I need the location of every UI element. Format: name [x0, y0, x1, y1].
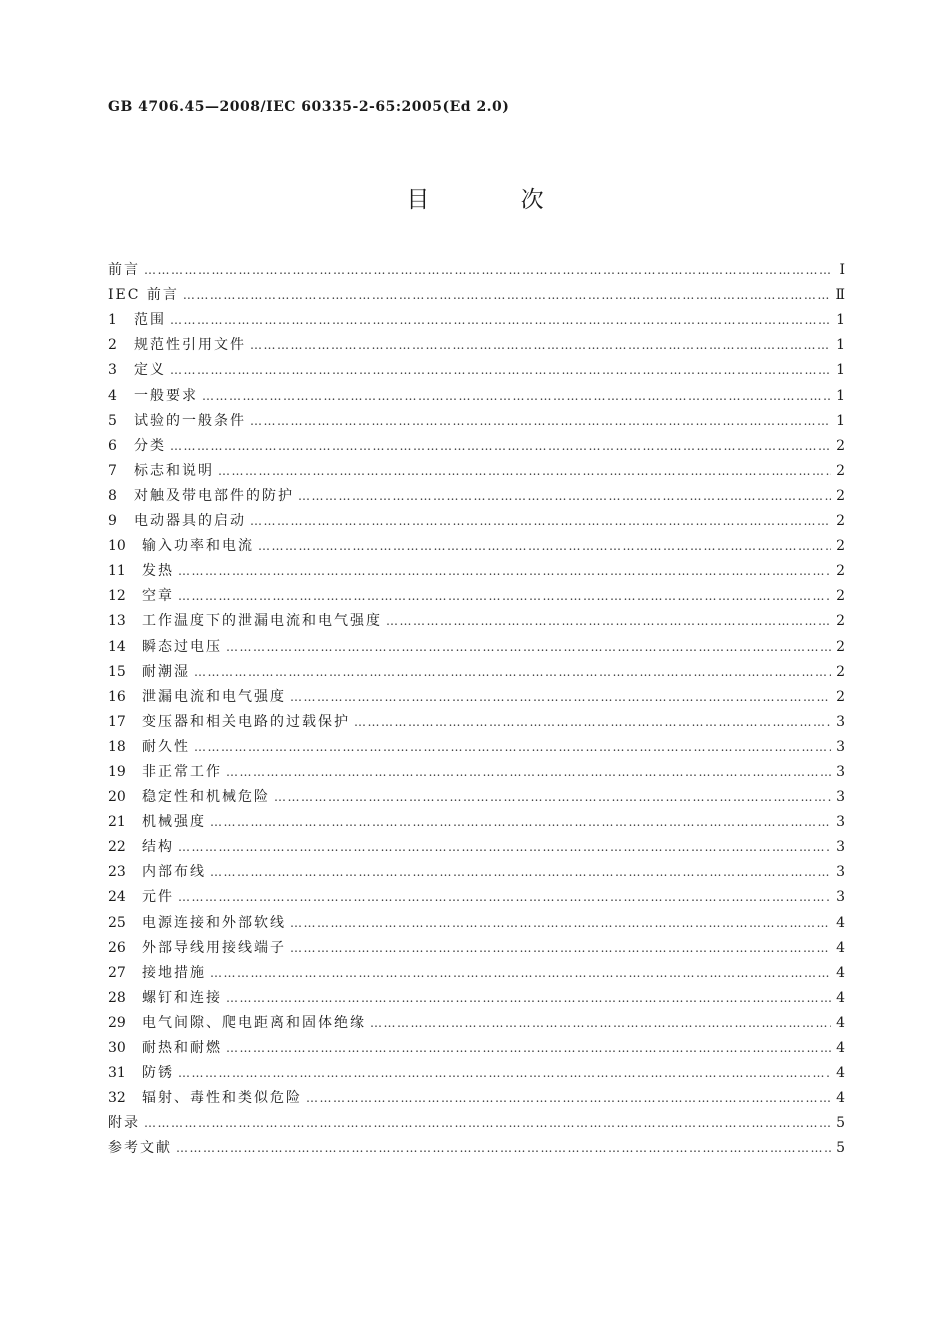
toc-leader-dots: [194, 735, 831, 760]
toc-entry-label: 发热: [142, 563, 174, 580]
toc-leader-dots: [178, 1061, 831, 1086]
page-title: 目 次: [406, 187, 586, 213]
toc-leader-dots: [170, 308, 831, 333]
toc-leader-dots: [258, 534, 831, 559]
toc-entry-label: 一般要求: [134, 387, 198, 404]
toc-leader-dots: [170, 358, 831, 383]
toc-entry-page: 3: [836, 789, 845, 806]
toc-entry[interactable]: [108, 559, 845, 584]
toc-entry-page: 4: [836, 914, 845, 931]
toc-leader-dots: [202, 384, 831, 409]
toc-entry-page: 2: [836, 538, 845, 555]
toc-entry-label: 耐潮湿: [142, 663, 190, 680]
toc-entry-number: 23: [108, 864, 126, 881]
toc-entry-label: 稳定性和机械危险: [142, 789, 270, 806]
toc-entry[interactable]: [108, 1136, 845, 1161]
toc-entry-number: 5: [108, 412, 117, 429]
toc-entry-number: 13: [108, 613, 126, 630]
toc-entry-page: 4: [836, 1065, 845, 1082]
toc-entry-page: Ⅰ: [839, 262, 845, 279]
toc-entry-label: 变压器和相关电路的过载保护: [142, 713, 350, 730]
toc-entry-label: 空章: [142, 588, 174, 605]
toc-entry-page: 2: [836, 588, 845, 605]
toc-entry[interactable]: [108, 358, 845, 383]
toc-leader-dots: [183, 283, 831, 308]
toc-leader-dots: [218, 459, 831, 484]
toc-leader-dots: [210, 860, 831, 885]
toc-leader-dots: [194, 660, 831, 685]
toc-entry-number: 8: [108, 487, 117, 504]
toc-entry-label: 非正常工作: [142, 763, 222, 780]
toc-entry[interactable]: [108, 710, 845, 735]
toc-entry-page: 1: [836, 362, 845, 379]
toc-entry-page: 2: [836, 487, 845, 504]
toc-entry[interactable]: [108, 835, 845, 860]
document-header: GB 4706.45—2008/IEC 60335-2-65:2005(Ed 2.0): [108, 99, 510, 115]
toc-entry[interactable]: [108, 1011, 845, 1036]
toc-entry-label: 辐射、毒性和类似危险: [142, 1090, 302, 1107]
toc-entry-number: 9: [108, 513, 117, 530]
toc-entry-page: 2: [836, 688, 845, 705]
toc-entry-label: 分类: [134, 437, 166, 454]
toc-entry-label: 输入功率和电流: [142, 538, 254, 555]
toc-entry[interactable]: [108, 609, 845, 634]
toc-leader-dots: [226, 635, 831, 660]
toc-entry-number: 26: [108, 939, 126, 956]
toc-entry-label: 电源连接和外部软线: [142, 914, 286, 931]
toc-entry-label: 瞬态过电压: [142, 638, 222, 655]
toc-leader-dots: [298, 484, 831, 509]
toc-entry-page: 4: [836, 939, 845, 956]
toc-entry-label: 电动器具的启动: [134, 513, 246, 530]
toc-entry-label: 螺钉和连接: [142, 989, 222, 1006]
toc-leader-dots: [178, 835, 831, 860]
toc-entry-page: 1: [836, 412, 845, 429]
toc-leader-dots: [250, 509, 831, 534]
toc-leader-dots: [226, 760, 831, 785]
toc-entry-number: 10: [108, 538, 126, 555]
toc-entry-number: 24: [108, 889, 126, 906]
toc-entry[interactable]: [108, 509, 845, 534]
toc-entry-label: 耐久性: [142, 738, 190, 755]
toc-entry-number: 6: [108, 437, 117, 454]
toc-entry[interactable]: [108, 634, 845, 659]
toc-leader-dots: [306, 1086, 831, 1111]
toc-leader-dots: [170, 434, 831, 459]
toc-leader-dots: [144, 1111, 831, 1136]
toc-entry[interactable]: [108, 1061, 845, 1086]
toc-entry-number: 3: [108, 362, 117, 379]
toc-entry[interactable]: [108, 660, 845, 685]
table-of-contents: [108, 258, 845, 1161]
toc-entry-number: 28: [108, 989, 126, 1006]
toc-entry-label: 标志和说明: [134, 462, 214, 479]
toc-entry[interactable]: [108, 584, 845, 609]
toc-leader-dots: [210, 810, 831, 835]
toc-entry-page: 3: [836, 814, 845, 831]
toc-entry[interactable]: [108, 258, 845, 283]
toc-entry[interactable]: [108, 534, 845, 559]
toc-entry-number: 16: [108, 688, 126, 705]
toc-entry-page: 2: [836, 563, 845, 580]
toc-entry-page: 2: [836, 513, 845, 530]
toc-entry-label: 结构: [142, 839, 174, 856]
toc-entry[interactable]: [108, 333, 845, 358]
toc-entry-label: 定义: [134, 362, 166, 379]
toc-leader-dots: [290, 911, 831, 936]
toc-entry-number: 21: [108, 814, 126, 831]
toc-entry[interactable]: [108, 986, 845, 1011]
toc-entry-label: 工作温度下的泄漏电流和电气强度: [142, 613, 382, 630]
toc-entry[interactable]: [108, 936, 845, 961]
toc-entry-number: 14: [108, 638, 126, 655]
toc-entry-number: 7: [108, 462, 117, 479]
toc-entry-page: 5: [836, 1115, 845, 1132]
toc-entry-page: 1: [836, 312, 845, 329]
toc-entry-page: 4: [836, 1090, 845, 1107]
toc-entry-number: 19: [108, 763, 126, 780]
toc-entry[interactable]: [108, 308, 845, 333]
toc-entry[interactable]: [108, 434, 845, 459]
toc-entry-page: 4: [836, 964, 845, 981]
toc-entry-page: 1: [836, 337, 845, 354]
toc-entry-page: 2: [836, 663, 845, 680]
toc-entry[interactable]: [108, 459, 845, 484]
toc-entry-label: 规范性引用文件: [134, 337, 246, 354]
toc-leader-dots: [178, 885, 831, 910]
toc-entry-label: 试验的一般条件: [134, 412, 246, 429]
toc-entry-number: 2: [108, 337, 117, 354]
toc-entry-page: 3: [836, 763, 845, 780]
toc-entry-page: 2: [836, 462, 845, 479]
toc-entry-page: 2: [836, 638, 845, 655]
toc-entry-page: 2: [836, 437, 845, 454]
toc-entry[interactable]: [108, 860, 845, 885]
toc-entry-number: 32: [108, 1090, 126, 1107]
toc-entry[interactable]: [108, 383, 845, 408]
toc-entry-label: 防锈: [142, 1065, 174, 1082]
toc-leader-dots: [144, 258, 831, 283]
toc-entry-label: 元件: [142, 889, 174, 906]
toc-entry-number: 31: [108, 1065, 126, 1082]
toc-entry-label: 附录: [108, 1115, 140, 1132]
toc-entry-label: 范围: [134, 312, 166, 329]
toc-entry-label: IEC 前言: [108, 287, 179, 304]
toc-leader-dots: [250, 333, 831, 358]
toc-entry-label: 机械强度: [142, 814, 206, 831]
toc-entry-number: 20: [108, 789, 126, 806]
toc-leader-dots: [354, 710, 831, 735]
toc-entry-label: 前言: [108, 262, 140, 279]
toc-leader-dots: [226, 986, 831, 1011]
toc-entry-page: 5: [836, 1140, 845, 1157]
toc-leader-dots: [290, 685, 831, 710]
toc-entry-label: 接地措施: [142, 964, 206, 981]
toc-entry-label: 对触及带电部件的防护: [134, 487, 294, 504]
toc-entry-label: 电气间隙、爬电距离和固体绝缘: [142, 1014, 366, 1031]
toc-entry-number: 12: [108, 588, 126, 605]
toc-entry[interactable]: [108, 885, 845, 910]
toc-entry[interactable]: [108, 910, 845, 935]
toc-entry-number: 25: [108, 914, 126, 931]
toc-entry-label: 泄漏电流和电气强度: [142, 688, 286, 705]
toc-entry-page: 2: [836, 613, 845, 630]
toc-entry-label: 耐热和耐燃: [142, 1040, 222, 1056]
toc-entry-page: 3: [836, 889, 845, 906]
toc-entry[interactable]: [108, 961, 845, 986]
toc-entry-page: 3: [836, 738, 845, 755]
toc-entry-page: 4: [836, 1014, 845, 1031]
toc-leader-dots: [178, 559, 831, 584]
toc-leader-dots: [386, 609, 831, 634]
toc-entry-number: 11: [108, 563, 126, 580]
toc-entry[interactable]: [108, 685, 845, 710]
toc-entry[interactable]: [108, 1036, 845, 1061]
toc-entry-number: 17: [108, 713, 126, 730]
toc-entry-number: 30: [108, 1040, 126, 1056]
toc-leader-dots: [176, 1136, 831, 1161]
toc-entry-page: 1: [836, 387, 845, 404]
toc-entry-page: 3: [836, 713, 845, 730]
toc-entry[interactable]: [108, 1086, 845, 1111]
toc-entry-number: 18: [108, 738, 126, 755]
toc-leader-dots: [226, 1036, 831, 1061]
toc-entry-label: 内部布线: [142, 864, 206, 881]
toc-leader-dots: [370, 1011, 831, 1036]
toc-leader-dots: [178, 584, 831, 609]
toc-entry-number: 15: [108, 663, 126, 680]
toc-leader-dots: [250, 409, 831, 434]
toc-entry[interactable]: [108, 810, 845, 835]
toc-entry-page: 4: [836, 989, 845, 1006]
toc-entry-number: 22: [108, 839, 126, 856]
toc-entry-page: 3: [836, 839, 845, 856]
toc-entry[interactable]: [108, 283, 845, 308]
toc-entry[interactable]: [108, 409, 845, 434]
toc-leader-dots: [290, 936, 831, 961]
toc-entry-number: 4: [108, 387, 117, 404]
toc-leader-dots: [210, 961, 831, 986]
toc-entry-label: 参考文献: [108, 1140, 172, 1157]
toc-entry-page: 4: [836, 1040, 845, 1056]
toc-leader-dots: [274, 785, 831, 810]
toc-entry-number: 27: [108, 964, 126, 981]
toc-entry[interactable]: [108, 1111, 845, 1136]
toc-entry-number: 1: [108, 312, 117, 329]
toc-entry[interactable]: [108, 785, 845, 810]
toc-entry[interactable]: [108, 735, 845, 760]
toc-entry-page: 3: [836, 864, 845, 881]
toc-entry[interactable]: [108, 484, 845, 509]
toc-entry-number: 29: [108, 1014, 126, 1031]
toc-entry-page: Ⅱ: [835, 287, 845, 304]
toc-entry-label: 外部导线用接线端子: [142, 939, 286, 956]
toc-entry[interactable]: [108, 760, 845, 785]
